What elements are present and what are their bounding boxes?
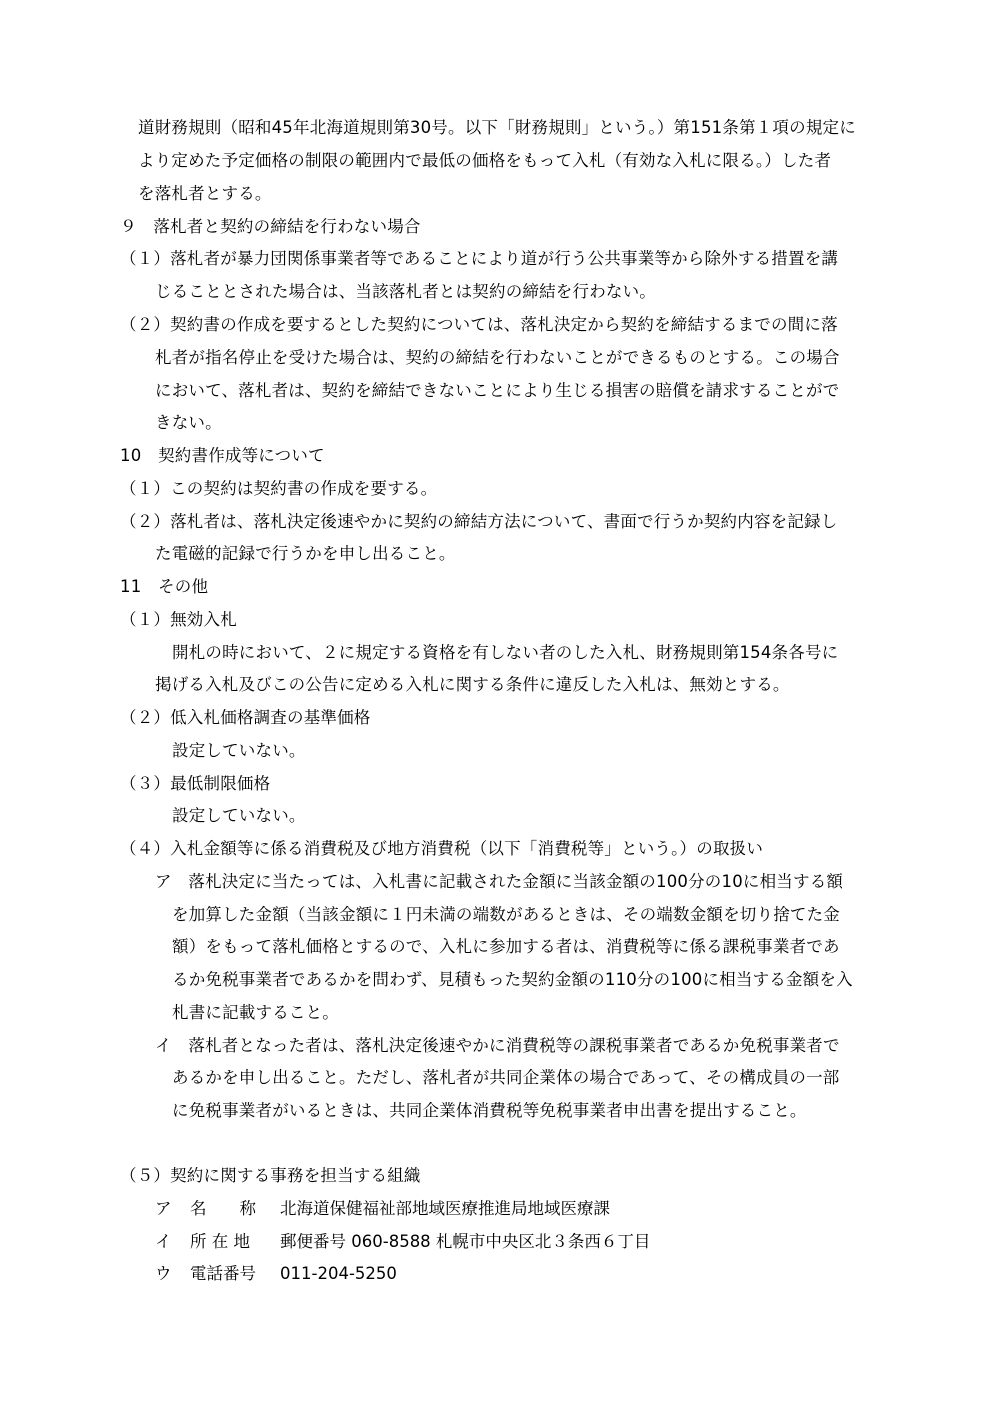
body-text-line: に免税事業者がいるときは、共同企業体消費税等免税事業者申出書を提出すること。 (172, 1101, 807, 1120)
body-text-line: 開札の時において、２に規定する資格を有しない者のした入札、財務規則第154条各号に (172, 643, 839, 662)
org-name-prefix: ア (155, 1199, 172, 1218)
body-text-line: （２）契約書の作成を要するとした契約については、落札決定から契約を締結するまでの間に落 (120, 315, 838, 334)
body-text-line: （２）落札者は、落札決定後速やかに契約の締結方法について、書面で行うか契約内容を記録し (120, 512, 838, 531)
body-text-line: あるかを申し出ること。ただし、落札者が共同企業体の場合であって、その構成員の一部 (172, 1068, 840, 1087)
section-heading-11: 11 その他 (120, 577, 209, 596)
body-text-line: 道財務規則（昭和45年北海道規則第30号。以下「財務規則」という。）第151条第１項の規定に (138, 118, 856, 137)
body-text-line: において、落札者は、契約を締結できないことにより生じる損害の賠償を請求することがで (155, 381, 840, 400)
subsection-heading: （４）入札金額等に係る消費税及び地方消費税（以下「消費税等」という。）の取扱い (120, 839, 764, 858)
body-text-line: イ 落札者となった者は、落札決定後速やかに消費税等の課税事業者であるか免税事業者で (155, 1036, 840, 1055)
org-phone-prefix: ウ (155, 1264, 172, 1283)
subsection-heading: （２）低入札価格調査の基準価格 (120, 708, 371, 727)
body-text-line: （１）この契約は契約書の作成を要する。 (120, 479, 438, 498)
body-text-line: 掲げる入札及びこの公告に定める入札に関する条件に違反した入札は、無効とする。 (155, 675, 790, 694)
subsection-heading: （３）最低制限価格 (120, 774, 271, 793)
org-phone-label: 電話番号 (190, 1264, 256, 1283)
body-text-line: るか免税事業者であるかを問わず、見積もった契約金額の110分の100に相当する金額を入 (172, 970, 853, 989)
section-heading-9: ９ 落札者と契約の締結を行わない場合 (120, 217, 421, 236)
subsection-heading: （５）契約に関する事務を担当する組織 (120, 1166, 421, 1185)
body-text-line: 設定していない。 (172, 806, 306, 825)
body-text-line: を落札者とする。 (138, 184, 272, 203)
body-text-line: より定めた予定価格の制限の範囲内で最低の価格をもって入札（有効な入札に限る。）した者 (138, 151, 832, 170)
org-address-prefix: イ (155, 1232, 172, 1251)
body-text-line: 札書に記載すること。 (172, 1003, 339, 1022)
subsection-heading: （１）無効入札 (120, 610, 237, 629)
org-address-label: 所 在 地 (190, 1232, 250, 1251)
org-name-label: 名 称 (190, 1199, 256, 1218)
body-text-line: じることとされた場合は、当該落札者とは契約の締結を行わない。 (155, 282, 656, 301)
body-text-line: ア 落札決定に当たっては、入札書に記載された金額に当該金額の100分の10に相当する額 (155, 872, 844, 891)
org-name-value: 北海道保健福祉部地域医療推進局地域医療課 (280, 1199, 610, 1218)
body-text-line: を加算した金額（当該金額に１円未満の端数があるときは、その端数金額を切り捨てた金 (172, 905, 840, 924)
body-text-line: 額）をもって落札価格とするので、入札に参加する者は、消費税等に係る課税事業者であ (172, 937, 840, 956)
org-address-value: 郵便番号 060-8588 札幌市中央区北３条西６丁目 (280, 1232, 651, 1251)
body-text-line: （１）落札者が暴力団関係事業者等であることにより道が行う公共事業等から除外する措置を講 (120, 249, 839, 268)
body-text-line: 設定していない。 (172, 741, 306, 760)
section-heading-10: 10 契約書作成等について (120, 446, 325, 465)
org-phone-value: 011-204-5250 (280, 1264, 397, 1283)
body-text-line: きない。 (155, 413, 222, 432)
body-text-line: 札者が指名停止を受けた場合は、契約の締結を行わないことができるものとする。この場合 (155, 348, 840, 367)
body-text-line: た電磁的記録で行うかを申し出ること。 (155, 544, 456, 563)
